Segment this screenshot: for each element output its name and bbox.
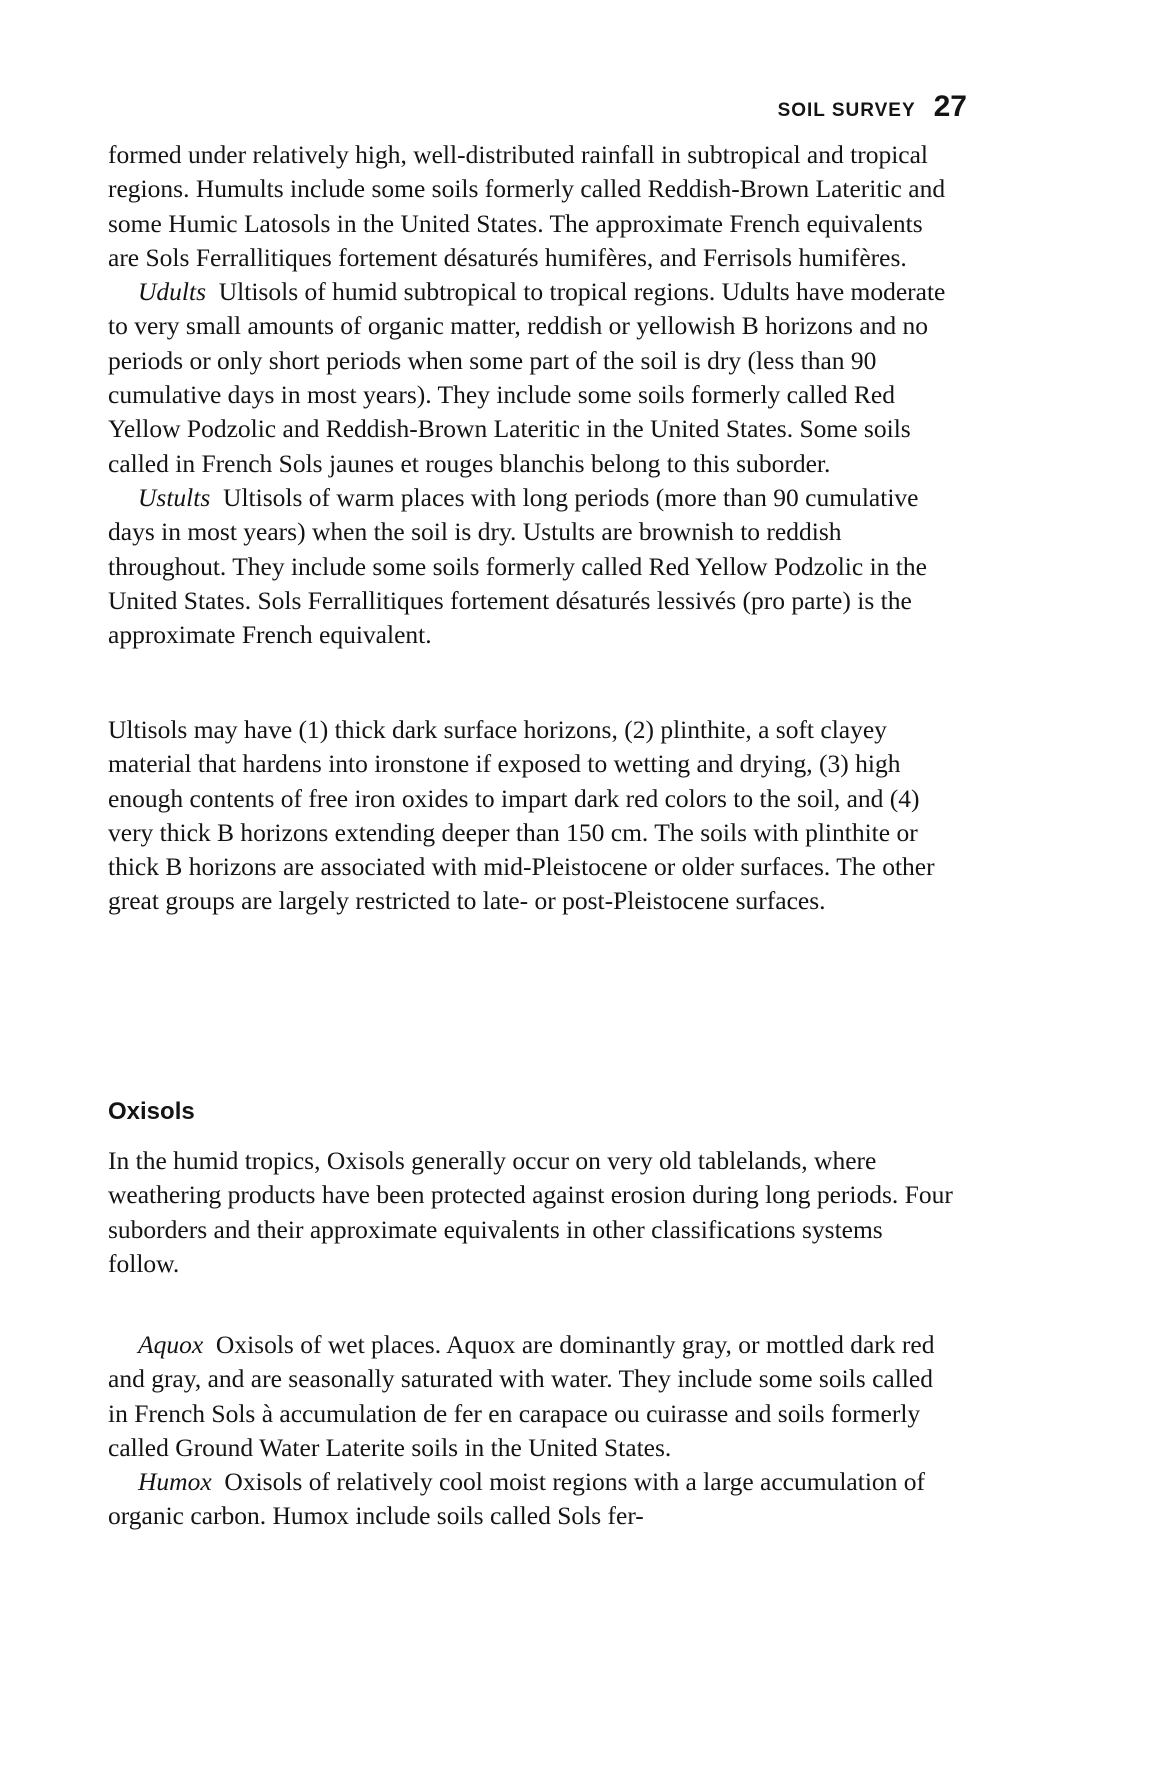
suborder-entry-udults <box>108 275 958 481</box>
oxisols-intro-paragraph: In the humid tropics, Oxisols generally occur on very old tablelands, where weathering products have been protected against erosion during long periods. Four suborders and their approximate equivalents in other classifications systems follow. <box>108 1146 953 1278</box>
suborder-description: Ultisols of humid subtropical to tropical regions. Udults have moderate to very small amounts of organic matter, reddish or yellowish B horizons and no periods or only short periods when some part of the soil is dry (less than 90 cumulative days in most years). They include some soils formerly called Red Yellow Podzolic and Reddish-Brown Lateritic in the United States. Some soils called in French Sols jaunes et rouges blanchis belong to this suborder. <box>108 277 946 478</box>
running-title: SOIL SURVEY <box>777 100 916 121</box>
suborder-term: Humox <box>138 1467 212 1497</box>
suborder-description: Ultisols of warm places with long periods (more than 90 cumulative days in most years) when the soil is dry. Ustults are brownish to reddish throughout. They include some soils formerly called Red Yellow Podzolic in the United States. Sols Ferrallitiques fortement désaturés lessivés (pro parte) is the approximate French equivalent. <box>108 482 927 650</box>
page-number: 27 <box>933 90 967 123</box>
section-heading-oxisols: Oxisols <box>108 1098 195 1125</box>
suborder-term: Aquox <box>138 1330 204 1359</box>
suborder-description: Oxisols of wet places. Aquox are dominantly gray, or mottled dark red and gray, and are seasonally saturated with water. They include some soils called in French Sols à accumulation de fer en carapace ou cuirasse and soils formerly called Ground Water Laterite soils in the United States. <box>108 1330 935 1462</box>
ultisols-section <box>108 138 958 652</box>
suborder-entry-ustults <box>108 481 958 652</box>
oxisols-intro-block <box>108 1144 958 1281</box>
ultisols-paragraph: Ultisols may have (1) thick dark surface horizons, (2) plinthite, a soft clayey material that hardens into ironstone if exposed to wetting and drying, (3) high enough contents of free iron oxides to impart dark red colors to the soil, and (4) very thick B horizons extending deeper than 150 cm. The soils with plinthite or thick B horizons are associated with mid-Pleistocene or older surfaces. The other great groups are largely restricted to late- or post-Pleistocene surfaces. <box>108 715 935 916</box>
suborder-entry-humox <box>108 1465 958 1534</box>
suborder-description: Oxisols of relatively cool moist regions with a large accumulation of organic carbon. Humox include soils called Sols fer- <box>108 1467 926 1531</box>
intro-paragraph: formed under relatively high, well-distributed rainfall in subtropical and tropical regions. Humults include some soils formerly called Reddish-Brown Lateritic and some Humic Latosols in the United States. The approximate French equivalents are Sols Ferrallitiques fortement désaturés humifères, and Ferrisols humifères. <box>108 140 946 272</box>
running-head <box>778 90 967 124</box>
oxisols-suborders <box>108 1328 958 1534</box>
ultisols-paragraph-block <box>108 713 958 919</box>
suborder-entry-aquox <box>108 1328 958 1465</box>
suborder-term: Ustults <box>138 482 211 512</box>
suborder-term: Udults <box>138 277 207 307</box>
